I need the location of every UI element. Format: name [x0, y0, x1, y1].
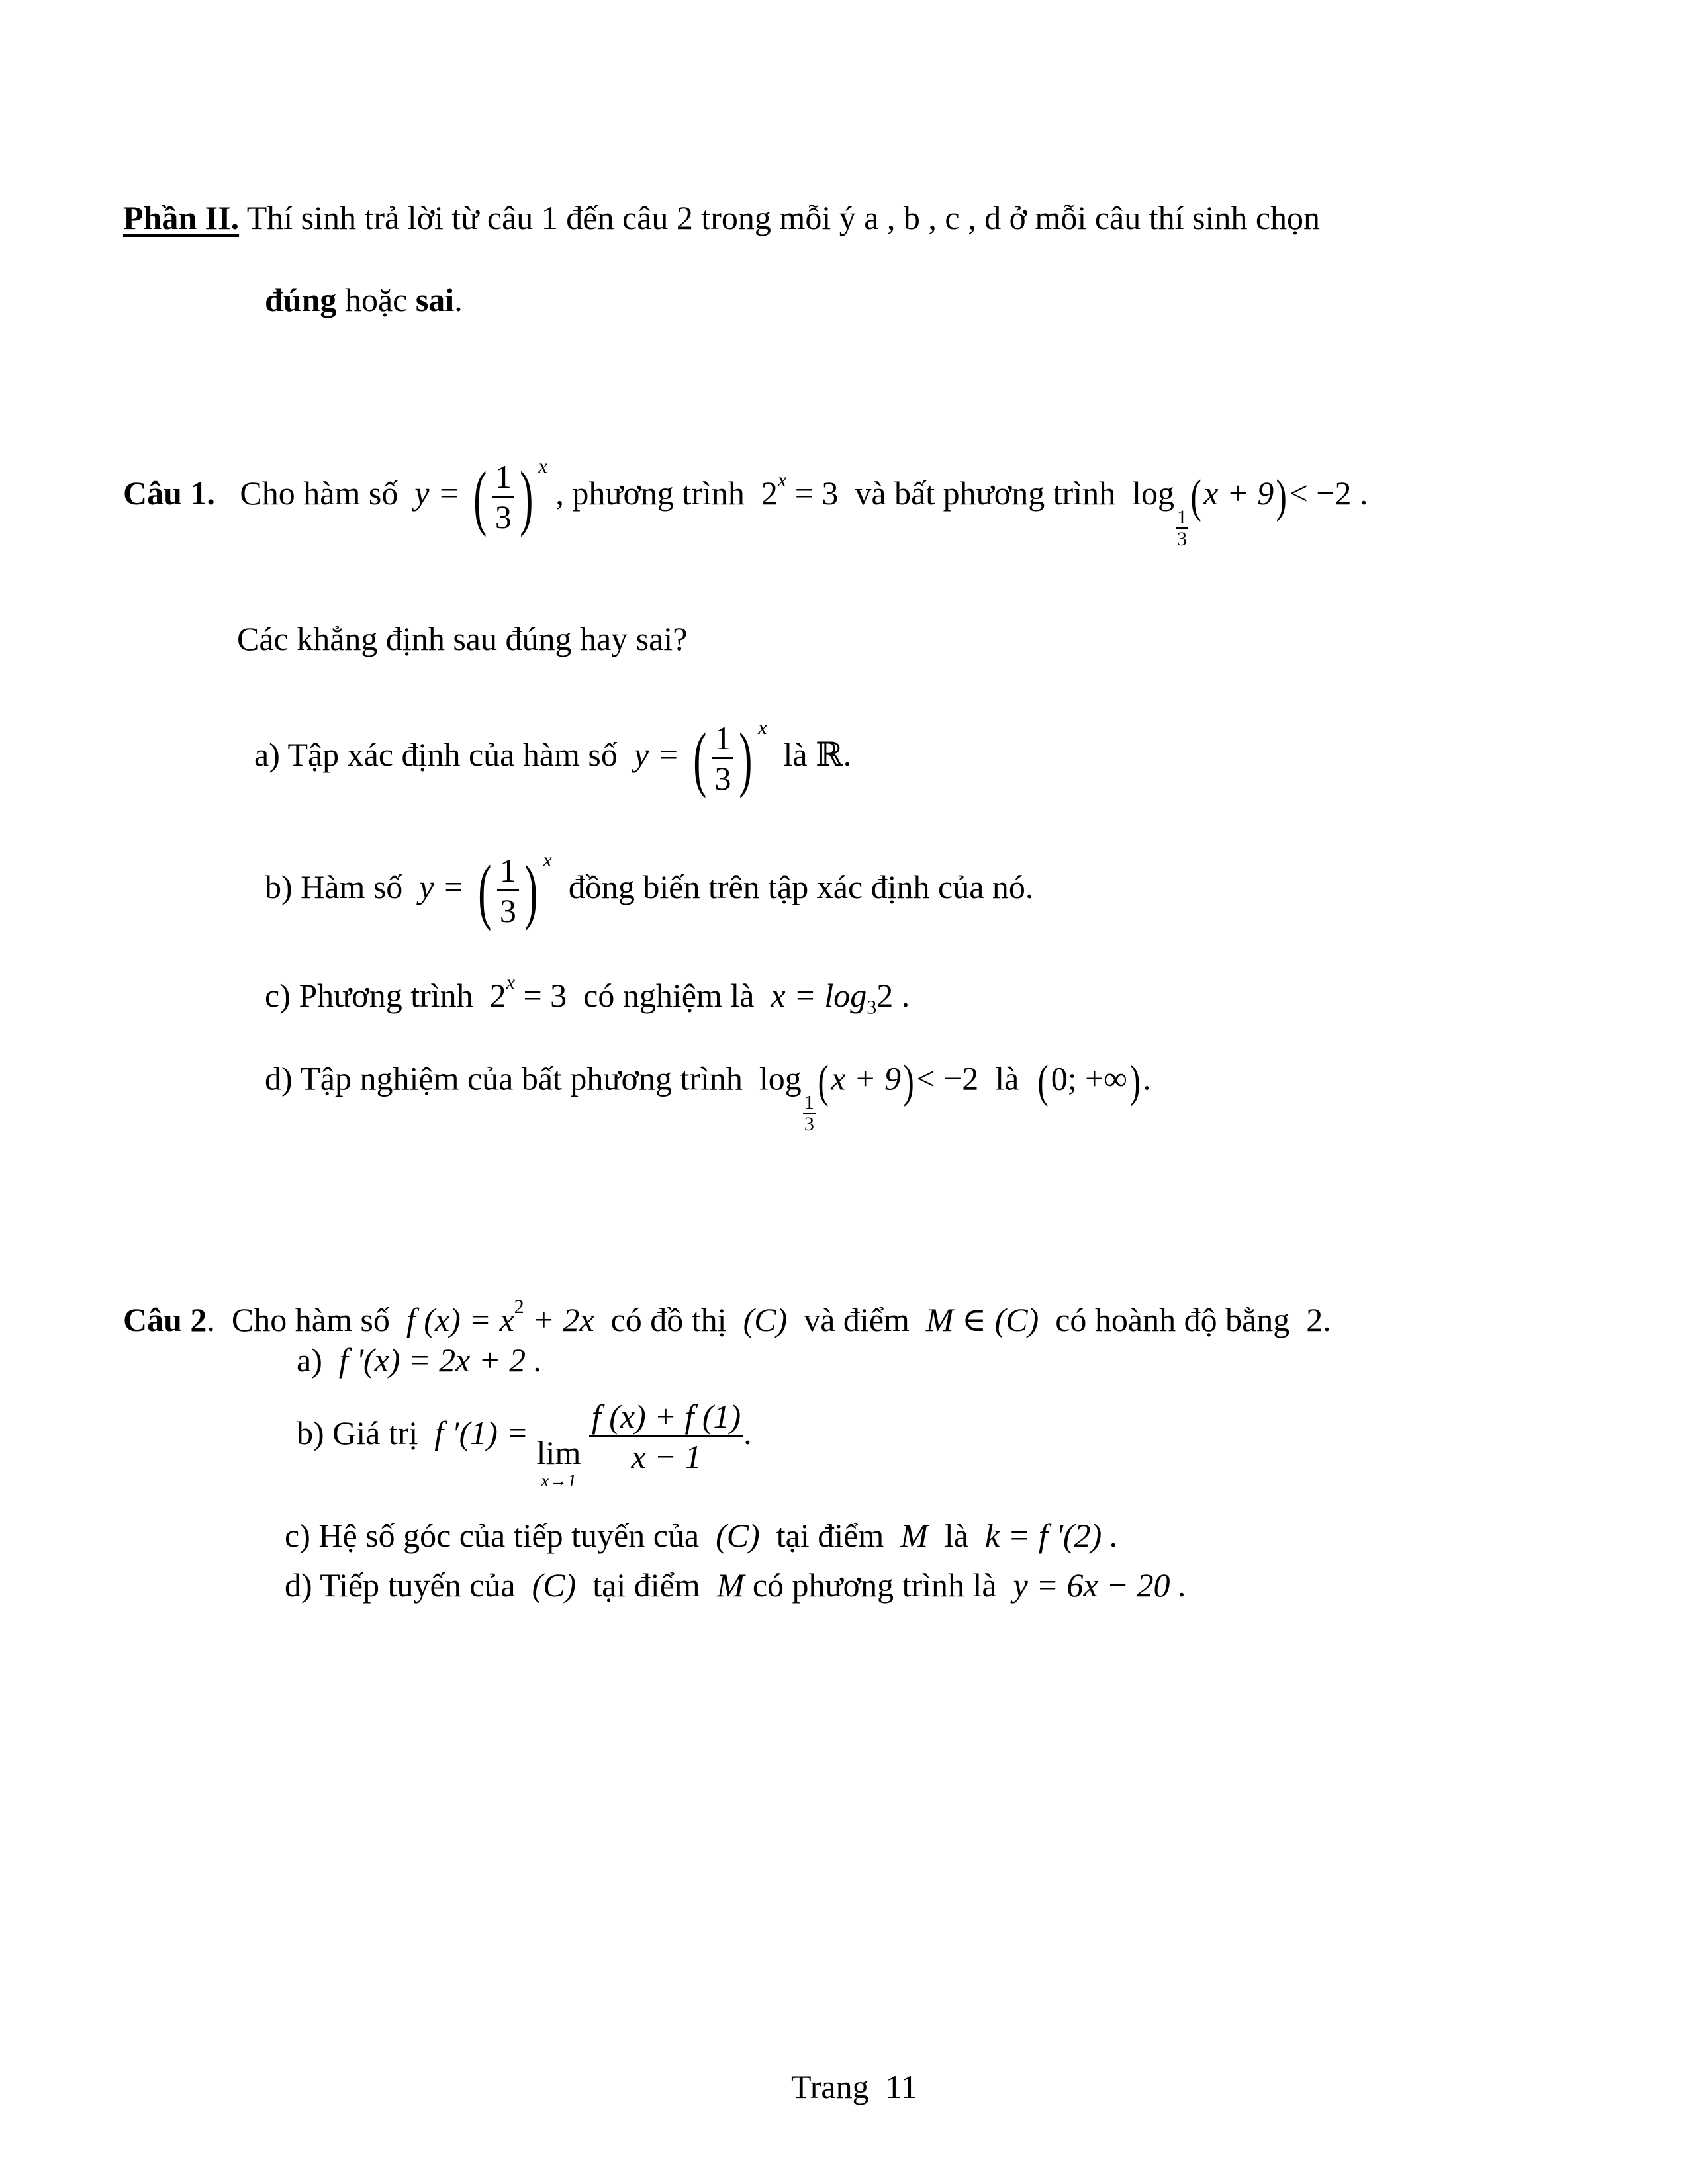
- q1-eq3: = 3: [794, 475, 839, 512]
- false-word: sai: [415, 281, 455, 318]
- q1-option-b: b) Hàm số y = ( $\frac{1}{3}$ ) $^x$ đồng biến trên tập xác định của nó.: [265, 849, 1034, 931]
- part-instruction-line2: [265, 283, 463, 316]
- or-word: hoặc: [344, 281, 408, 318]
- left-paren: (: [473, 456, 487, 537]
- q1-two: 2: [761, 475, 778, 512]
- part-label: Phần II.: [123, 199, 240, 236]
- q1-y-eq: y =: [414, 475, 460, 512]
- q1-fraction: $\frac{1}{3}$: [492, 460, 514, 533]
- q1-ineq-text: và bất phương trình: [855, 475, 1116, 512]
- real-numbers-symbol: ℝ: [816, 736, 843, 773]
- q1a-fraction: $\frac{1}{3}$: [712, 721, 733, 795]
- q1-prompt: Các khẳng định sau đúng hay sai?: [237, 620, 688, 657]
- q1-intro: Cho hàm số: [240, 475, 399, 512]
- q2-option-a: a) f '(x) = 2x + 2 .: [297, 1342, 543, 1379]
- q2b-fraction: $\frac{f (x) + f (1)}{x - 1}$: [589, 1400, 743, 1473]
- q1-option-a: a) Tập xác định của hàm số y = ( $\frac{1}{3}$ ) $^x$ là ℝ.: [254, 717, 852, 799]
- q1-option-c: c) Phương trình 2$^x$ = 3 có nghiệm là $x = \log_32$ .: [265, 972, 910, 1019]
- q1-exponent: x: [538, 455, 547, 477]
- right-paren: ): [520, 456, 534, 537]
- q2-stem: Câu 2. Cho hàm số f $(x) = x^2 + 2x$ có đồ thị (C) và điểm M ∈ (C) có hoành độ bằng 2.: [123, 1296, 1331, 1338]
- q2-option-d: d) Tiếp tuyến của (C) tại điểm M có phương trình là y = 6x − 20 .: [285, 1567, 1187, 1604]
- limit-operator: lim x→1: [536, 1433, 581, 1490]
- q2-option-b: b) Giá trị f ′(1) = lim x→1 $\frac{f (x) + f (1)}{x - 1}$ .: [297, 1398, 752, 1490]
- q2-option-c: c) Hệ số góc của tiếp tuyến của (C) tại điểm M là k = f '(2) .: [285, 1517, 1119, 1554]
- true-word: đúng: [265, 281, 337, 318]
- q2-label: Câu 2: [123, 1301, 207, 1338]
- q1-stem: Câu 1. Cho hàm số y = ( $\frac{1}{3}$ ) $^x$ , phương trình 2$^x$ = 3 và bất phương trình log $\frac{1}{3}$ (x + 9)< −2 .: [123, 455, 1368, 550]
- q1-log-arg: x + 9: [1203, 475, 1274, 512]
- q1-option-d: d) Tập nghiệm của bất phương trình log $\frac{1}{3}$ (x + 9)< −2 là (0; +∞).: [265, 1056, 1151, 1136]
- header-period: .: [454, 281, 463, 318]
- part-instruction: Thí sinh trả lời từ câu 1 đến câu 2 trong mỗi ý a , b , c , d ở mỗi câu thí sinh chọn: [246, 199, 1321, 236]
- q1d-interval: 0; +∞: [1051, 1060, 1127, 1097]
- part-instruction-line1: [123, 201, 1320, 234]
- q1d-log-base: $\frac{1}{3}$: [804, 1091, 814, 1136]
- page-number: Trang 11: [791, 2068, 917, 2105]
- q1-label: Câu 1.: [123, 475, 215, 512]
- q1-log: log: [1132, 475, 1175, 512]
- q1b-fraction: $\frac{1}{3}$: [497, 854, 519, 927]
- q1-lt: < −2 .: [1289, 475, 1368, 512]
- q1-equation-text: , phương trình: [555, 475, 745, 512]
- q1-log-base: $\frac{1}{3}$: [1177, 506, 1188, 550]
